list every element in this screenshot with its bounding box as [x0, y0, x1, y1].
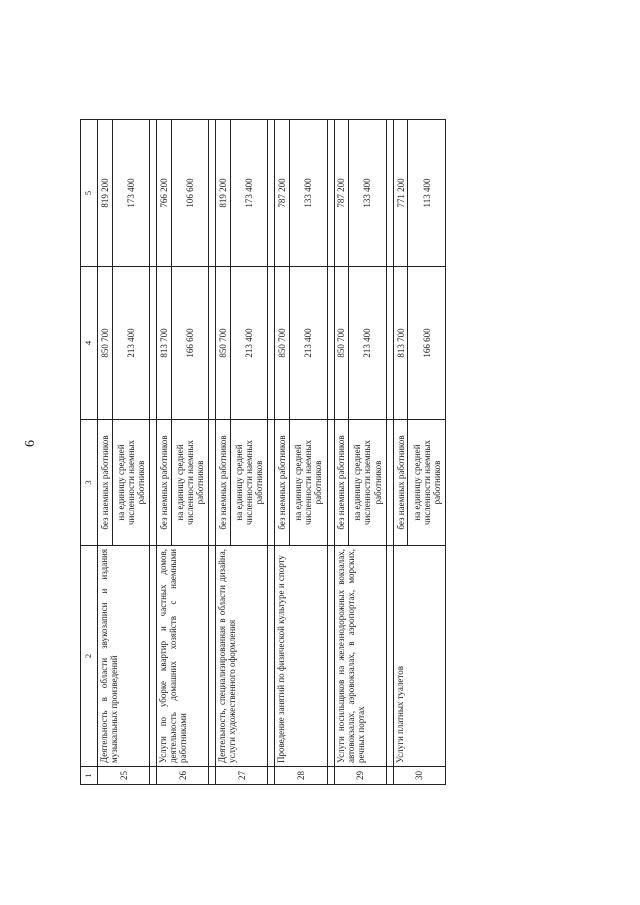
table-row — [157, 120, 172, 785]
activity-name: Проведение занятий по физической культуре и спорту — [275, 546, 327, 767]
header-col-2: 2 — [81, 546, 98, 767]
value-col-5: 819 200 — [98, 120, 113, 267]
table-row — [98, 120, 113, 785]
value-col-4: 213 400 — [290, 267, 327, 420]
activity-name: Деятельность в области звукозаписи и издания музыкальных произведений — [98, 546, 150, 767]
value-col-4: 813 700 — [157, 267, 172, 420]
unit-label: без наемных работников — [393, 420, 408, 546]
value-col-5: 173 400 — [231, 120, 268, 267]
value-col-5: 133 400 — [290, 120, 327, 267]
unit-label: на единицу средней численности наемных работников — [112, 420, 149, 546]
rates-table — [80, 119, 446, 785]
value-col-5: 766 200 — [157, 120, 172, 267]
value-col-5: 106 600 — [171, 120, 208, 267]
header-col-4: 4 — [81, 267, 98, 420]
row-number: 25 — [98, 767, 150, 785]
row-number: 28 — [275, 767, 327, 785]
table-header-row — [81, 120, 98, 785]
unit-label: на единицу средней численности наемных работников — [231, 420, 268, 546]
unit-label: без наемных работников — [275, 420, 290, 546]
value-col-4: 213 400 — [231, 267, 268, 420]
page-number: 6 — [23, 440, 38, 447]
rates-table-sheet — [80, 120, 446, 785]
value-col-4: 166 600 — [408, 267, 446, 420]
value-col-4: 850 700 — [334, 267, 349, 420]
row-gap — [209, 120, 216, 785]
table-row — [334, 120, 349, 785]
value-col-4: 850 700 — [275, 267, 290, 420]
value-col-4: 850 700 — [98, 267, 113, 420]
header-col-5: 5 — [81, 120, 98, 267]
activity-name: Услуги платных туалетов — [393, 546, 445, 767]
value-col-4: 813 700 — [393, 267, 408, 420]
row-gap — [150, 120, 157, 785]
row-gap — [327, 120, 334, 785]
value-col-5: 133 400 — [349, 120, 386, 267]
value-col-4: 166 600 — [171, 267, 208, 420]
row-number: 26 — [157, 767, 209, 785]
table-row — [393, 120, 408, 785]
activity-name: Услуги по уборке квартир и частных домов, деятельность домашних хозяйств с наемными работниками — [157, 546, 209, 767]
unit-label: без наемных работников — [216, 420, 231, 546]
unit-label: на единицу средней численности наемных работников — [171, 420, 208, 546]
value-col-5: 787 200 — [275, 120, 290, 267]
value-col-5: 173 400 — [112, 120, 149, 267]
row-gap — [268, 120, 275, 785]
value-col-5: 787 200 — [334, 120, 349, 267]
value-col-5: 113 400 — [408, 120, 446, 267]
header-col-1: 1 — [81, 767, 98, 785]
table-row — [275, 120, 290, 785]
value-col-4: 213 400 — [112, 267, 149, 420]
unit-label: на единицу средней численности наемных работников — [408, 420, 446, 546]
unit-label: без наемных работников — [334, 420, 349, 546]
activity-name: Услуги носильщиков на железнодорожных вокзалах, автовокзалах, аэровокзалах, в аэропортах, морских, речных портах — [334, 546, 386, 767]
unit-label: без наемных работников — [157, 420, 172, 546]
activity-name: Деятельность, специализированная в области дизайна, услуги художественного оформления — [216, 546, 268, 767]
value-col-5: 771 200 — [393, 120, 408, 267]
value-col-4: 213 400 — [349, 267, 386, 420]
table-row — [216, 120, 231, 785]
value-col-4: 850 700 — [216, 267, 231, 420]
row-number: 29 — [334, 767, 386, 785]
header-col-3: 3 — [81, 420, 98, 546]
row-number: 27 — [216, 767, 268, 785]
unit-label: без наемных работников — [98, 420, 113, 546]
unit-label: на единицу средней численности наемных работников — [290, 420, 327, 546]
row-number: 30 — [393, 767, 445, 785]
row-gap — [386, 120, 393, 785]
unit-label: на единицу средней численности наемных работников — [349, 420, 386, 546]
value-col-5: 819 200 — [216, 120, 231, 267]
